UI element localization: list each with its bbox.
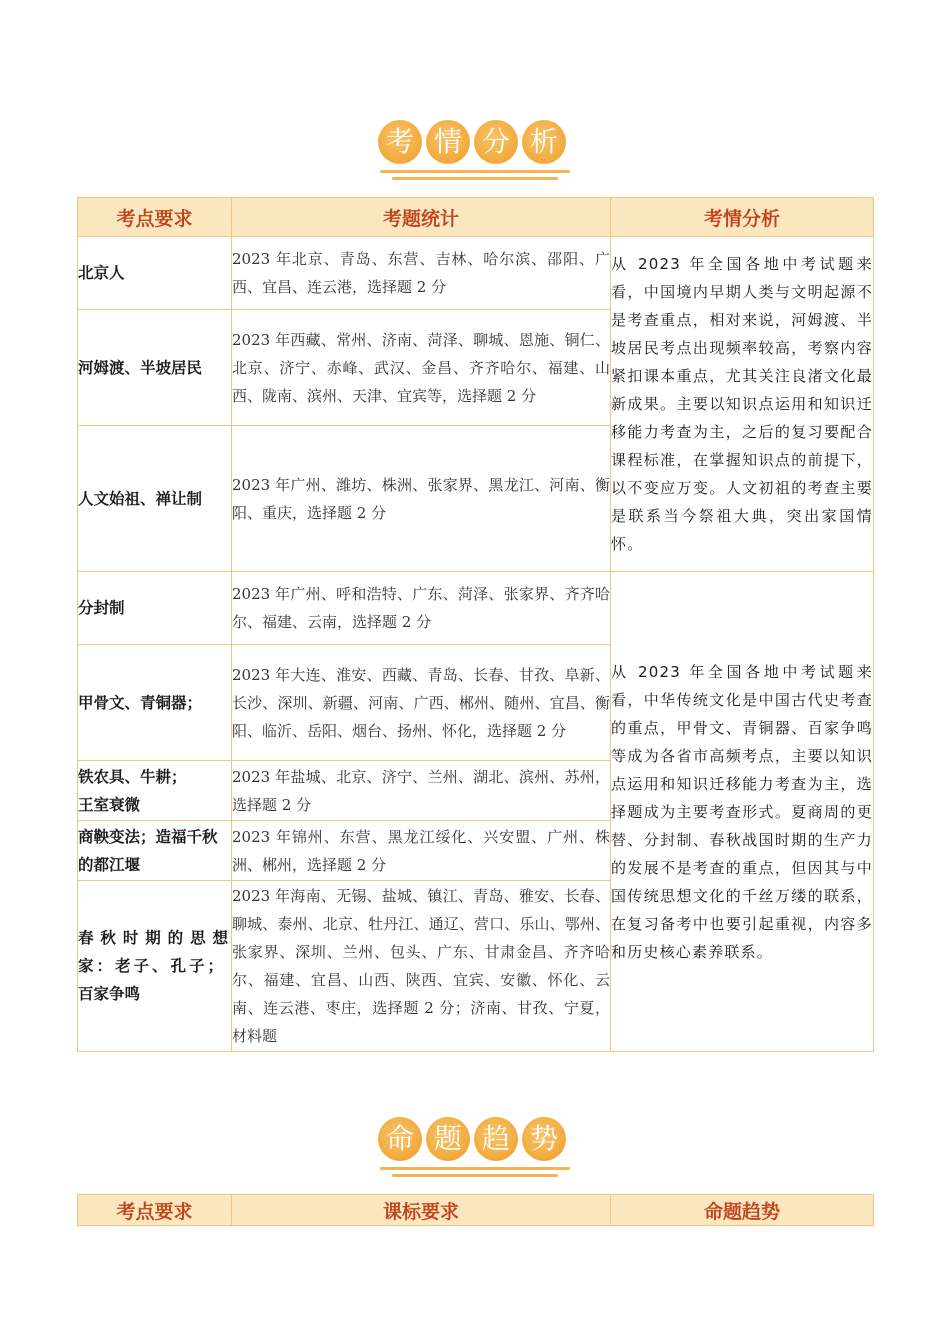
banner-char: 趋 (474, 1117, 518, 1161)
banner-underline (392, 1174, 558, 1177)
header-kaoti: 考题统计 (232, 198, 611, 237)
topic-cell: 北京人 (78, 237, 232, 310)
table-row (78, 572, 874, 645)
topic-cell (78, 761, 232, 821)
table-row (78, 237, 874, 310)
stats-cell: 2023 年西藏、常州、济南、菏泽、聊城、恩施、铜仁、北京、济宁、赤峰、武汉、金昌、齐齐哈尔、福建、山西、陇南、滨州、天津、宜宾等，选择题 2 分 (232, 310, 611, 426)
banner-char: 势 (522, 1117, 566, 1161)
banner-char: 情 (426, 120, 470, 164)
stats-cell: 2023 年北京、青岛、东营、吉林、哈尔滨、邵阳、广西、宜昌、连云港，选择题 2 分 (232, 237, 611, 310)
banner-char: 题 (426, 1117, 470, 1161)
header-kebiao: 课标要求 (232, 1195, 611, 1226)
analysis-cell: 从 2023 年全国各地中考试题来看，中国境内早期人类与文明起源不是考查重点，相对来说，河姆渡、半坡居民考点出现频率较高，考察内容紧扣课本重点，尤其关注良渚文化最新成果。主要以知识点运用和知识迁移能力考查为主，之后的复习要配合课程标准，在掌握知识点的前提下，以不变应万变。人文初祖的考查主要是联系当今祭祖大典，突出家国情怀。 (611, 237, 874, 572)
mingti-table (77, 1194, 874, 1226)
stats-cell: 2023 年广州、潍坊、株洲、张家界、黑龙江、河南、衡阳、重庆，选择题 2 分 (232, 426, 611, 572)
topic-line: 百家争鸣 (78, 985, 141, 1003)
banner-char: 考 (378, 120, 422, 164)
header-mingti: 命题趋势 (611, 1195, 874, 1226)
banner-underline (380, 170, 570, 173)
header-kaodian: 考点要求 (78, 1195, 232, 1226)
topic-line: 王室衰微 (78, 795, 141, 814)
header-kaodian: 考点要求 (78, 198, 232, 237)
topic-cell: 人文始祖、禅让制 (78, 426, 232, 572)
stats-cell: 2023 年广州、呼和浩特、广东、菏泽、张家界、齐齐哈尔、福建、云南，选择题 2 分 (232, 572, 611, 645)
kaoqing-table (77, 197, 874, 1052)
stats-cell: 2023 年大连、淮安、西藏、青岛、长春、甘孜、阜新、长沙、深圳、新疆、河南、广西、郴州、随州、宜昌、衡阳、临沂、岳阳、烟台、扬州、怀化，选择题 2 分 (232, 645, 611, 761)
topic-cell (78, 881, 232, 1052)
analysis-cell: 从 2023 年全国各地中考试题来看，中华传统文化是中国古代史考查的重点，甲骨文、青铜器、百家争鸣等成为各省市高频考点，主要以知识点运用和知识迁移能力考查为主，选择题成为主要考查形式。夏商周的更替、分封制、春秋战国时期的生产力的发展不是考查的重点，但因其与中国传统思想文化的千丝万缕的联系，在复习备考中也要引起重视，内容多和历史核心素养联系。 (611, 572, 874, 1052)
section-banner-mingti (0, 1107, 950, 1187)
stats-cell: 2023 年锦州、东营、黑龙江绥化、兴安盟、广州、株洲、郴州，选择题 2 分 (232, 821, 611, 881)
table-header-row (78, 198, 874, 237)
banner-char: 命 (378, 1117, 422, 1161)
banner-underline (392, 177, 558, 180)
topic-cell: 甲骨文、青铜器； (78, 645, 232, 761)
banner-underline (380, 1167, 570, 1170)
topic-line: 铁农具、牛耕； (78, 767, 187, 786)
banner-char: 析 (522, 120, 566, 164)
header-kaoqing: 考情分析 (611, 198, 874, 237)
stats-cell: 2023 年海南、无锡、盐城、镇江、青岛、雅安、长春、聊城、泰州、北京、牡丹江、通辽、营口、乐山、鄂州、张家界、深圳、兰州、包头、广东、甘肃金昌、齐齐哈尔、福建、宜昌、山西、陕西、宜宾、安徽、怀化、云南、连云港、枣庄，选择题 2 分；济南、甘孜、宁夏，材料题 (232, 881, 611, 1052)
topic-cell: 商鞅变法；造福千秋的都江堰 (78, 821, 232, 881)
topic-cell: 分封制 (78, 572, 232, 645)
stats-cell: 2023 年盐城、北京、济宁、兰州、湖北、滨州、苏州，选择题 2 分 (232, 761, 611, 821)
banner-char: 分 (474, 120, 518, 164)
table-header-row (78, 1195, 874, 1226)
topic-line: 春秋时期的思想家：老子、孔子； (78, 929, 231, 975)
section-banner-kaoqing (0, 110, 950, 190)
topic-cell: 河姆渡、半坡居民 (78, 310, 232, 426)
